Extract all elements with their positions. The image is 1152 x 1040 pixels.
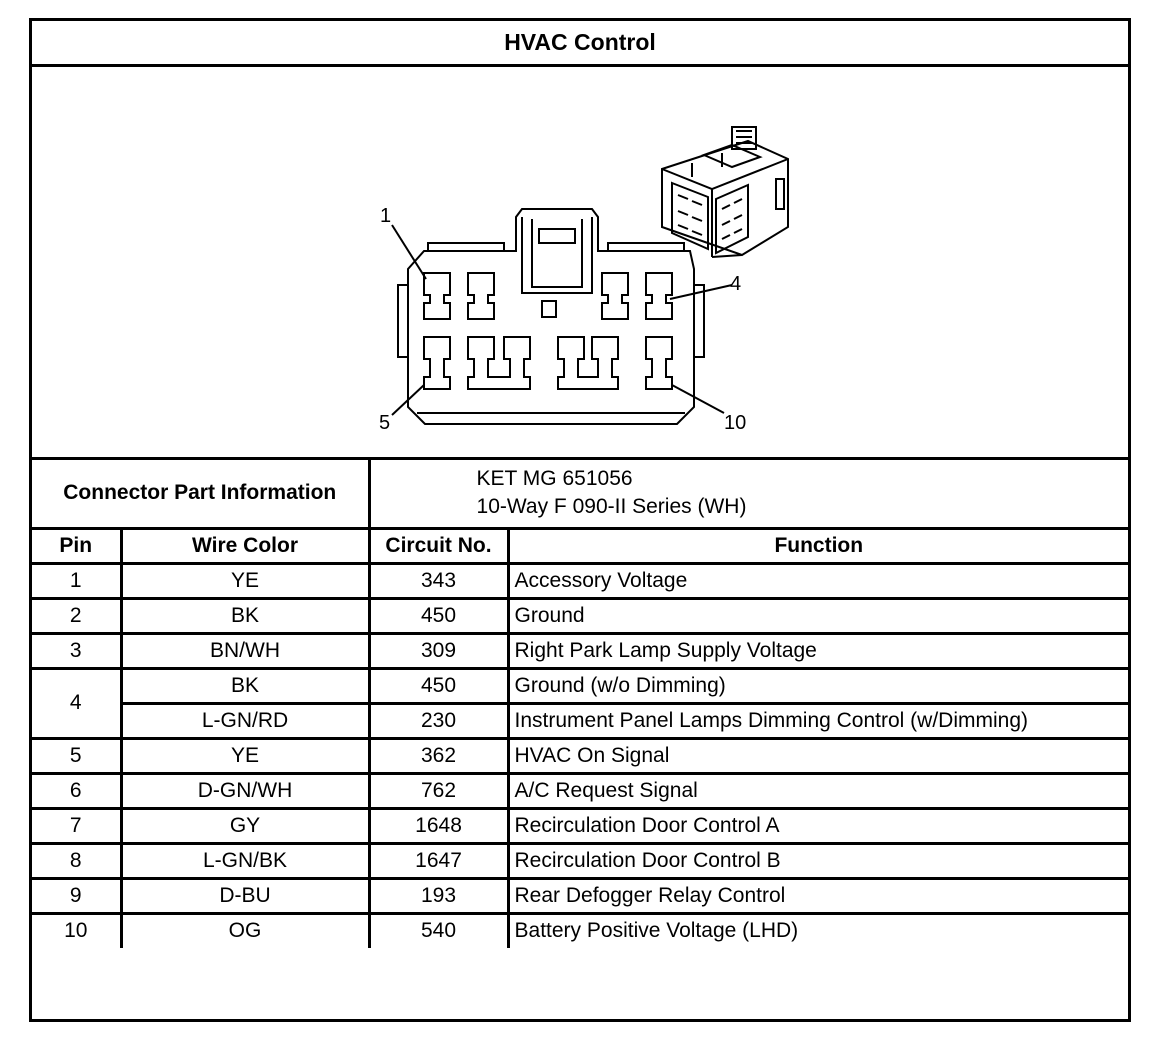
connector-diagram — [32, 67, 1128, 460]
callout-pin-10: 10 — [724, 412, 747, 434]
header-circuit: Circuit No. — [369, 528, 508, 563]
wire-color-cell: L-GN/BK — [121, 843, 369, 878]
circuit-cell: 309 — [369, 633, 508, 668]
function-cell: Ground (w/o Dimming) — [508, 668, 1128, 703]
circuit-cell: 450 — [369, 668, 508, 703]
header-wire-color: Wire Color — [121, 528, 369, 563]
table-row — [32, 668, 1128, 703]
circuit-cell: 343 — [369, 563, 508, 598]
circuit-cell: 1648 — [369, 808, 508, 843]
function-cell: A/C Request Signal — [508, 773, 1128, 808]
circuit-cell: 362 — [369, 738, 508, 773]
pin-cell: 4 — [32, 668, 121, 738]
callout-pin-5: 5 — [379, 412, 391, 434]
pinout-sheet — [29, 18, 1131, 1022]
pin-cell: 2 — [32, 598, 121, 633]
header-function: Function — [508, 528, 1128, 563]
pin-cell: 5 — [32, 738, 121, 773]
wire-color-cell: D-GN/WH — [121, 773, 369, 808]
function-cell: Recirculation Door Control A — [508, 808, 1128, 843]
header-pin: Pin — [32, 528, 121, 563]
function-cell: Recirculation Door Control B — [508, 843, 1128, 878]
function-cell: Instrument Panel Lamps Dimming Control (w/Dimming) — [508, 703, 1128, 738]
function-cell: Rear Defogger Relay Control — [508, 878, 1128, 913]
table-row — [32, 808, 1128, 843]
pinout-table — [32, 460, 1128, 948]
wire-color-cell: BK — [121, 668, 369, 703]
callout-pin-1: 1 — [380, 205, 392, 227]
table-row — [32, 878, 1128, 913]
wire-color-cell: L-GN/RD — [121, 703, 369, 738]
wire-color-cell: GY — [121, 808, 369, 843]
function-cell: HVAC On Signal — [508, 738, 1128, 773]
connector-part-series: 10-Way F 090-II Series (WH) — [476, 495, 747, 519]
function-cell: Battery Positive Voltage (LHD) — [508, 913, 1128, 948]
wire-color-cell: BN/WH — [121, 633, 369, 668]
pin-cell: 7 — [32, 808, 121, 843]
connector-face-view — [32, 67, 1128, 457]
page-title: HVAC Control — [32, 21, 1128, 67]
table-row — [32, 913, 1128, 948]
wire-color-cell: YE — [121, 563, 369, 598]
callout-pin-4: 4 — [730, 273, 742, 295]
pin-cell: 3 — [32, 633, 121, 668]
function-cell: Right Park Lamp Supply Voltage — [508, 633, 1128, 668]
wire-color-cell: YE — [121, 738, 369, 773]
header-row — [32, 528, 1128, 563]
circuit-cell: 1647 — [369, 843, 508, 878]
connector-part-row — [32, 460, 1128, 528]
pin-cell: 10 — [32, 913, 121, 948]
pin-cell: 8 — [32, 843, 121, 878]
table-row — [32, 633, 1128, 668]
connector-3d-view — [662, 127, 788, 257]
circuit-cell: 230 — [369, 703, 508, 738]
wire-color-cell: BK — [121, 598, 369, 633]
connector-part-number: KET MG 651056 — [476, 467, 633, 491]
table-row — [32, 773, 1128, 808]
circuit-cell: 450 — [369, 598, 508, 633]
pin-cell: 6 — [32, 773, 121, 808]
function-cell: Ground — [508, 598, 1128, 633]
table-row — [32, 598, 1128, 633]
function-cell: Accessory Voltage — [508, 563, 1128, 598]
table-row — [32, 843, 1128, 878]
table-row — [32, 703, 1128, 738]
connector-part-value — [369, 460, 1128, 528]
pin-cell: 9 — [32, 878, 121, 913]
table-row — [32, 738, 1128, 773]
table-row — [32, 563, 1128, 598]
circuit-cell: 762 — [369, 773, 508, 808]
circuit-cell: 540 — [369, 913, 508, 948]
circuit-cell: 193 — [369, 878, 508, 913]
wire-color-cell: OG — [121, 913, 369, 948]
wire-color-cell: D-BU — [121, 878, 369, 913]
pin-cell: 1 — [32, 563, 121, 598]
connector-part-label: Connector Part Information — [32, 460, 369, 528]
